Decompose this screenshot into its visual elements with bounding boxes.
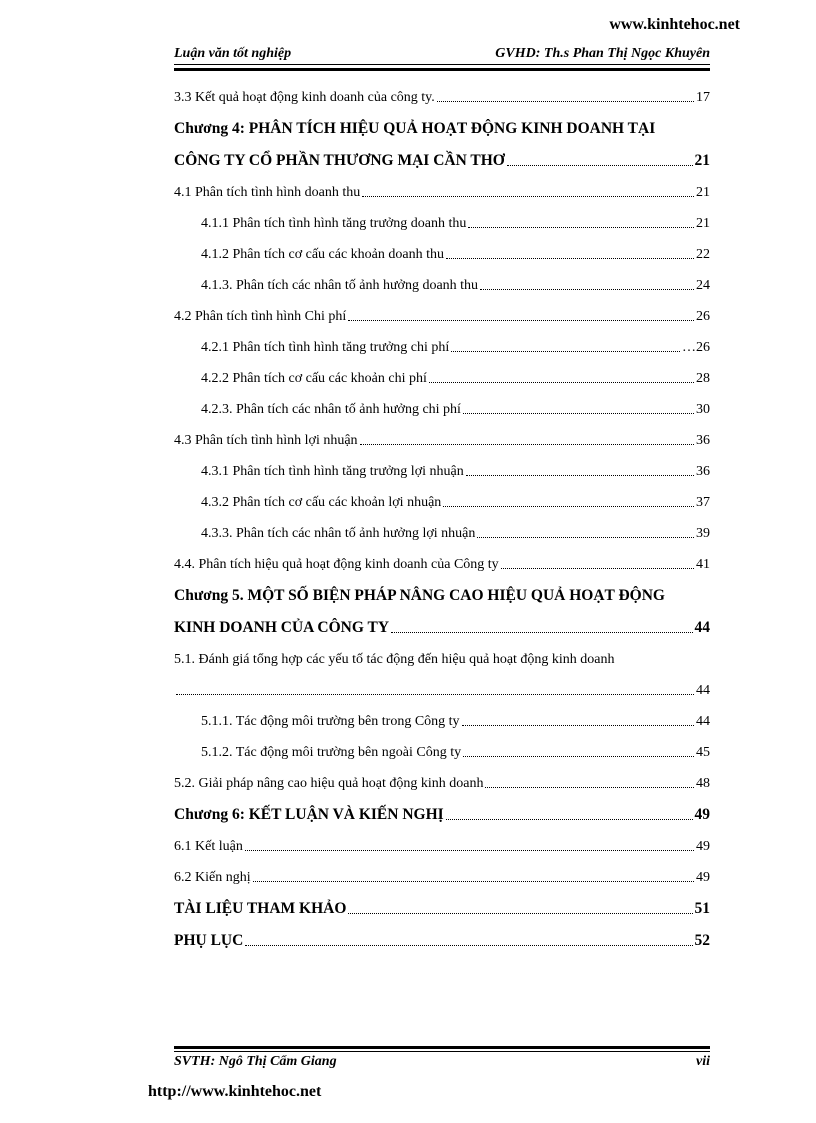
dot-leader	[362, 195, 694, 197]
toc-entry-5-2	[174, 761, 710, 792]
toc-appendix	[174, 918, 710, 950]
toc-entry-page: 49	[696, 870, 710, 885]
dot-leader	[429, 381, 694, 383]
dot-leader	[463, 412, 694, 414]
toc-entry-text: Chương 5. MỘT SỐ BIỆN PHÁP NÂNG CAO HIỆU QUẢ HOẠT ĐỘNG	[174, 587, 665, 604]
toc-entry-6-1	[174, 824, 710, 855]
dot-leader	[507, 164, 693, 166]
toc-entry-text: 5.1. Đánh giá tổng hợp các yếu tố tác động đến hiệu quả hoạt động kinh doanh	[174, 652, 615, 667]
toc-entry-page: 22	[696, 247, 710, 262]
toc-entry-text: 4.3 Phân tích tình hình lợi nhuận	[174, 433, 358, 448]
toc-entry-text: 4.1.3. Phân tích các nhân tố ảnh hưởng doanh thu	[201, 278, 479, 293]
dot-leader	[245, 849, 694, 851]
toc-entry-5-1-cont	[174, 668, 710, 699]
dot-leader	[446, 257, 694, 259]
toc-chapter-5-line2	[174, 605, 710, 637]
dot-leader	[485, 786, 694, 788]
toc-entry-text: 4.1 Phân tích tình hình doanh thu	[174, 185, 361, 200]
toc-chapter-6	[174, 792, 710, 824]
toc-entry-page: 52	[694, 932, 710, 949]
toc-entry-text: 5.1.2. Tác động môi trường bên ngoài Công ty	[201, 745, 462, 760]
site-url-top: www.kinhtehoc.net	[609, 16, 740, 33]
table-of-contents	[174, 80, 710, 950]
toc-entry-page: 48	[696, 776, 710, 791]
toc-entry-text: 4.2.2 Phân tích cơ cấu các khoản chi phí	[201, 371, 427, 386]
toc-entry-5-1	[174, 637, 710, 668]
toc-entry-text: 6.1 Kết luận	[174, 839, 243, 854]
toc-references	[174, 886, 710, 918]
header-rule	[174, 68, 710, 71]
toc-entry-4-3	[174, 418, 710, 449]
toc-entry-4-4	[174, 542, 710, 573]
footer-student: SVTH: Ngô Thị Cẩm Giang	[174, 1054, 337, 1069]
toc-entry-text: 4.3.3. Phân tích các nhân tố ảnh hưởng lợi nhuận	[201, 526, 476, 541]
dot-leader	[468, 226, 694, 228]
dot-leader	[245, 944, 692, 946]
toc-entry-6-2	[174, 855, 710, 886]
toc-entry-4-2-3	[174, 387, 710, 418]
dot-leader	[176, 693, 694, 695]
toc-entry-text: 4.1.1 Phân tích tình hình tăng trưởng doanh thu	[201, 216, 467, 231]
dot-leader	[391, 631, 692, 633]
dot-leader	[437, 100, 694, 102]
footer-rule-thin	[174, 1051, 710, 1052]
dot-leader	[443, 505, 694, 507]
toc-entry-page: 49	[696, 839, 710, 854]
toc-entry-text: 5.2. Giải pháp nâng cao hiệu quả hoạt động kinh doanh	[174, 776, 484, 791]
toc-entry-page: 37	[696, 495, 710, 510]
toc-entry-page: 36	[696, 433, 710, 448]
toc-entry-page: 45	[696, 745, 710, 760]
toc-entry-text: 4.2.1 Phân tích tình hình tăng trưởng chi phí	[201, 340, 450, 355]
toc-entry-page: 30	[696, 402, 710, 417]
dot-leader	[462, 724, 694, 726]
dot-leader	[477, 536, 694, 538]
toc-entry-text: 4.4. Phân tích hiệu quả hoạt động kinh doanh của Công ty	[174, 557, 499, 572]
toc-entry-text: 4.3.1 Phân tích tình hình tăng trưởng lợi nhuận	[201, 464, 464, 479]
dot-leader	[451, 350, 680, 352]
toc-entry-text: 4.2 Phân tích tình hình Chi phí	[174, 309, 347, 324]
toc-entry-text: 4.1.2 Phân tích cơ cấu các khoản doanh thu	[201, 247, 444, 262]
toc-entry-page: 26	[696, 309, 710, 324]
toc-entry-page: 49	[694, 806, 710, 823]
dot-leader	[463, 755, 694, 757]
toc-entry-text: Chương 6: KẾT LUẬN VÀ KIẾN NGHỊ	[174, 806, 444, 823]
toc-entry-4-1-1	[174, 201, 710, 232]
toc-entry-4-2	[174, 294, 710, 325]
dot-leader	[360, 443, 694, 445]
footer-rule-thick	[174, 1046, 710, 1049]
toc-entry-page: 44	[694, 619, 710, 636]
toc-entry-4-3-3	[174, 511, 710, 542]
toc-entry-page: 39	[696, 526, 710, 541]
toc-entry-4-1-3	[174, 263, 710, 294]
toc-entry-text: PHỤ LỤC	[174, 932, 244, 949]
site-url-bottom: http://www.kinhtehoc.net	[148, 1083, 322, 1100]
toc-entry-4-1	[174, 170, 710, 201]
toc-entry-text: 3.3 Kết quả hoạt động kinh doanh của công ty.	[174, 90, 435, 105]
toc-chapter-4-line2	[174, 138, 710, 170]
toc-entry-page: 36	[696, 464, 710, 479]
toc-entry-4-3-1	[174, 449, 710, 480]
footer-page-number: vii	[696, 1054, 710, 1069]
toc-entry-4-1-2	[174, 232, 710, 263]
header-thesis-label: Luận văn tốt nghiệp	[174, 46, 292, 61]
toc-entry-page: 44	[696, 714, 710, 729]
toc-entry-page: 21	[696, 216, 710, 231]
dot-leader	[348, 912, 692, 914]
toc-entry-4-2-1	[174, 325, 710, 356]
dot-leader	[348, 319, 694, 321]
toc-entry-page: 28	[696, 371, 710, 386]
toc-entry-text: KINH DOANH CỦA CÔNG TY	[174, 619, 390, 636]
dot-leader	[253, 880, 694, 882]
toc-entry-4-3-2	[174, 480, 710, 511]
toc-entry-page: 17	[696, 90, 710, 105]
dot-leader	[446, 818, 693, 820]
toc-entry-4-2-2	[174, 356, 710, 387]
toc-entry-text: 5.1.1. Tác động môi trường bên trong Công ty	[201, 714, 460, 729]
toc-entry-5-1-1	[174, 699, 710, 730]
toc-entry-text: 6.2 Kiến nghị	[174, 870, 251, 885]
toc-entry-text: 4.2.3. Phân tích các nhân tố ảnh hưởng chi phí	[201, 402, 461, 417]
toc-entry-3-3	[174, 80, 710, 106]
toc-entry-page: 21	[694, 152, 710, 169]
toc-entry-text: CÔNG TY CỔ PHẦN THƯƠNG MẠI CẦN THƠ	[174, 152, 505, 169]
toc-entry-5-1-2	[174, 730, 710, 761]
toc-chapter-4-line1	[174, 106, 710, 138]
toc-entry-text: Chương 4: PHÂN TÍCH HIỆU QUẢ HOẠT ĐỘNG KINH DOANH TẠI	[174, 120, 656, 137]
header-advisor: GVHD: Th.s Phan Thị Ngọc Khuyên	[495, 46, 710, 61]
dot-leader	[501, 567, 694, 569]
toc-entry-page: 21	[696, 185, 710, 200]
toc-entry-page: 44	[696, 683, 710, 698]
toc-entry-page: 51	[694, 900, 710, 917]
dot-leader	[480, 288, 694, 290]
toc-chapter-5-line1	[174, 573, 710, 605]
toc-entry-text: 4.3.2 Phân tích cơ cấu các khoản lợi nhuận	[201, 495, 442, 510]
page-header	[174, 46, 710, 65]
toc-entry-page: …26	[682, 340, 710, 355]
toc-entry-page: 41	[696, 557, 710, 572]
dot-leader	[466, 474, 694, 476]
toc-entry-text: TÀI LIỆU THAM KHẢO	[174, 900, 347, 917]
toc-entry-page: 24	[696, 278, 710, 293]
